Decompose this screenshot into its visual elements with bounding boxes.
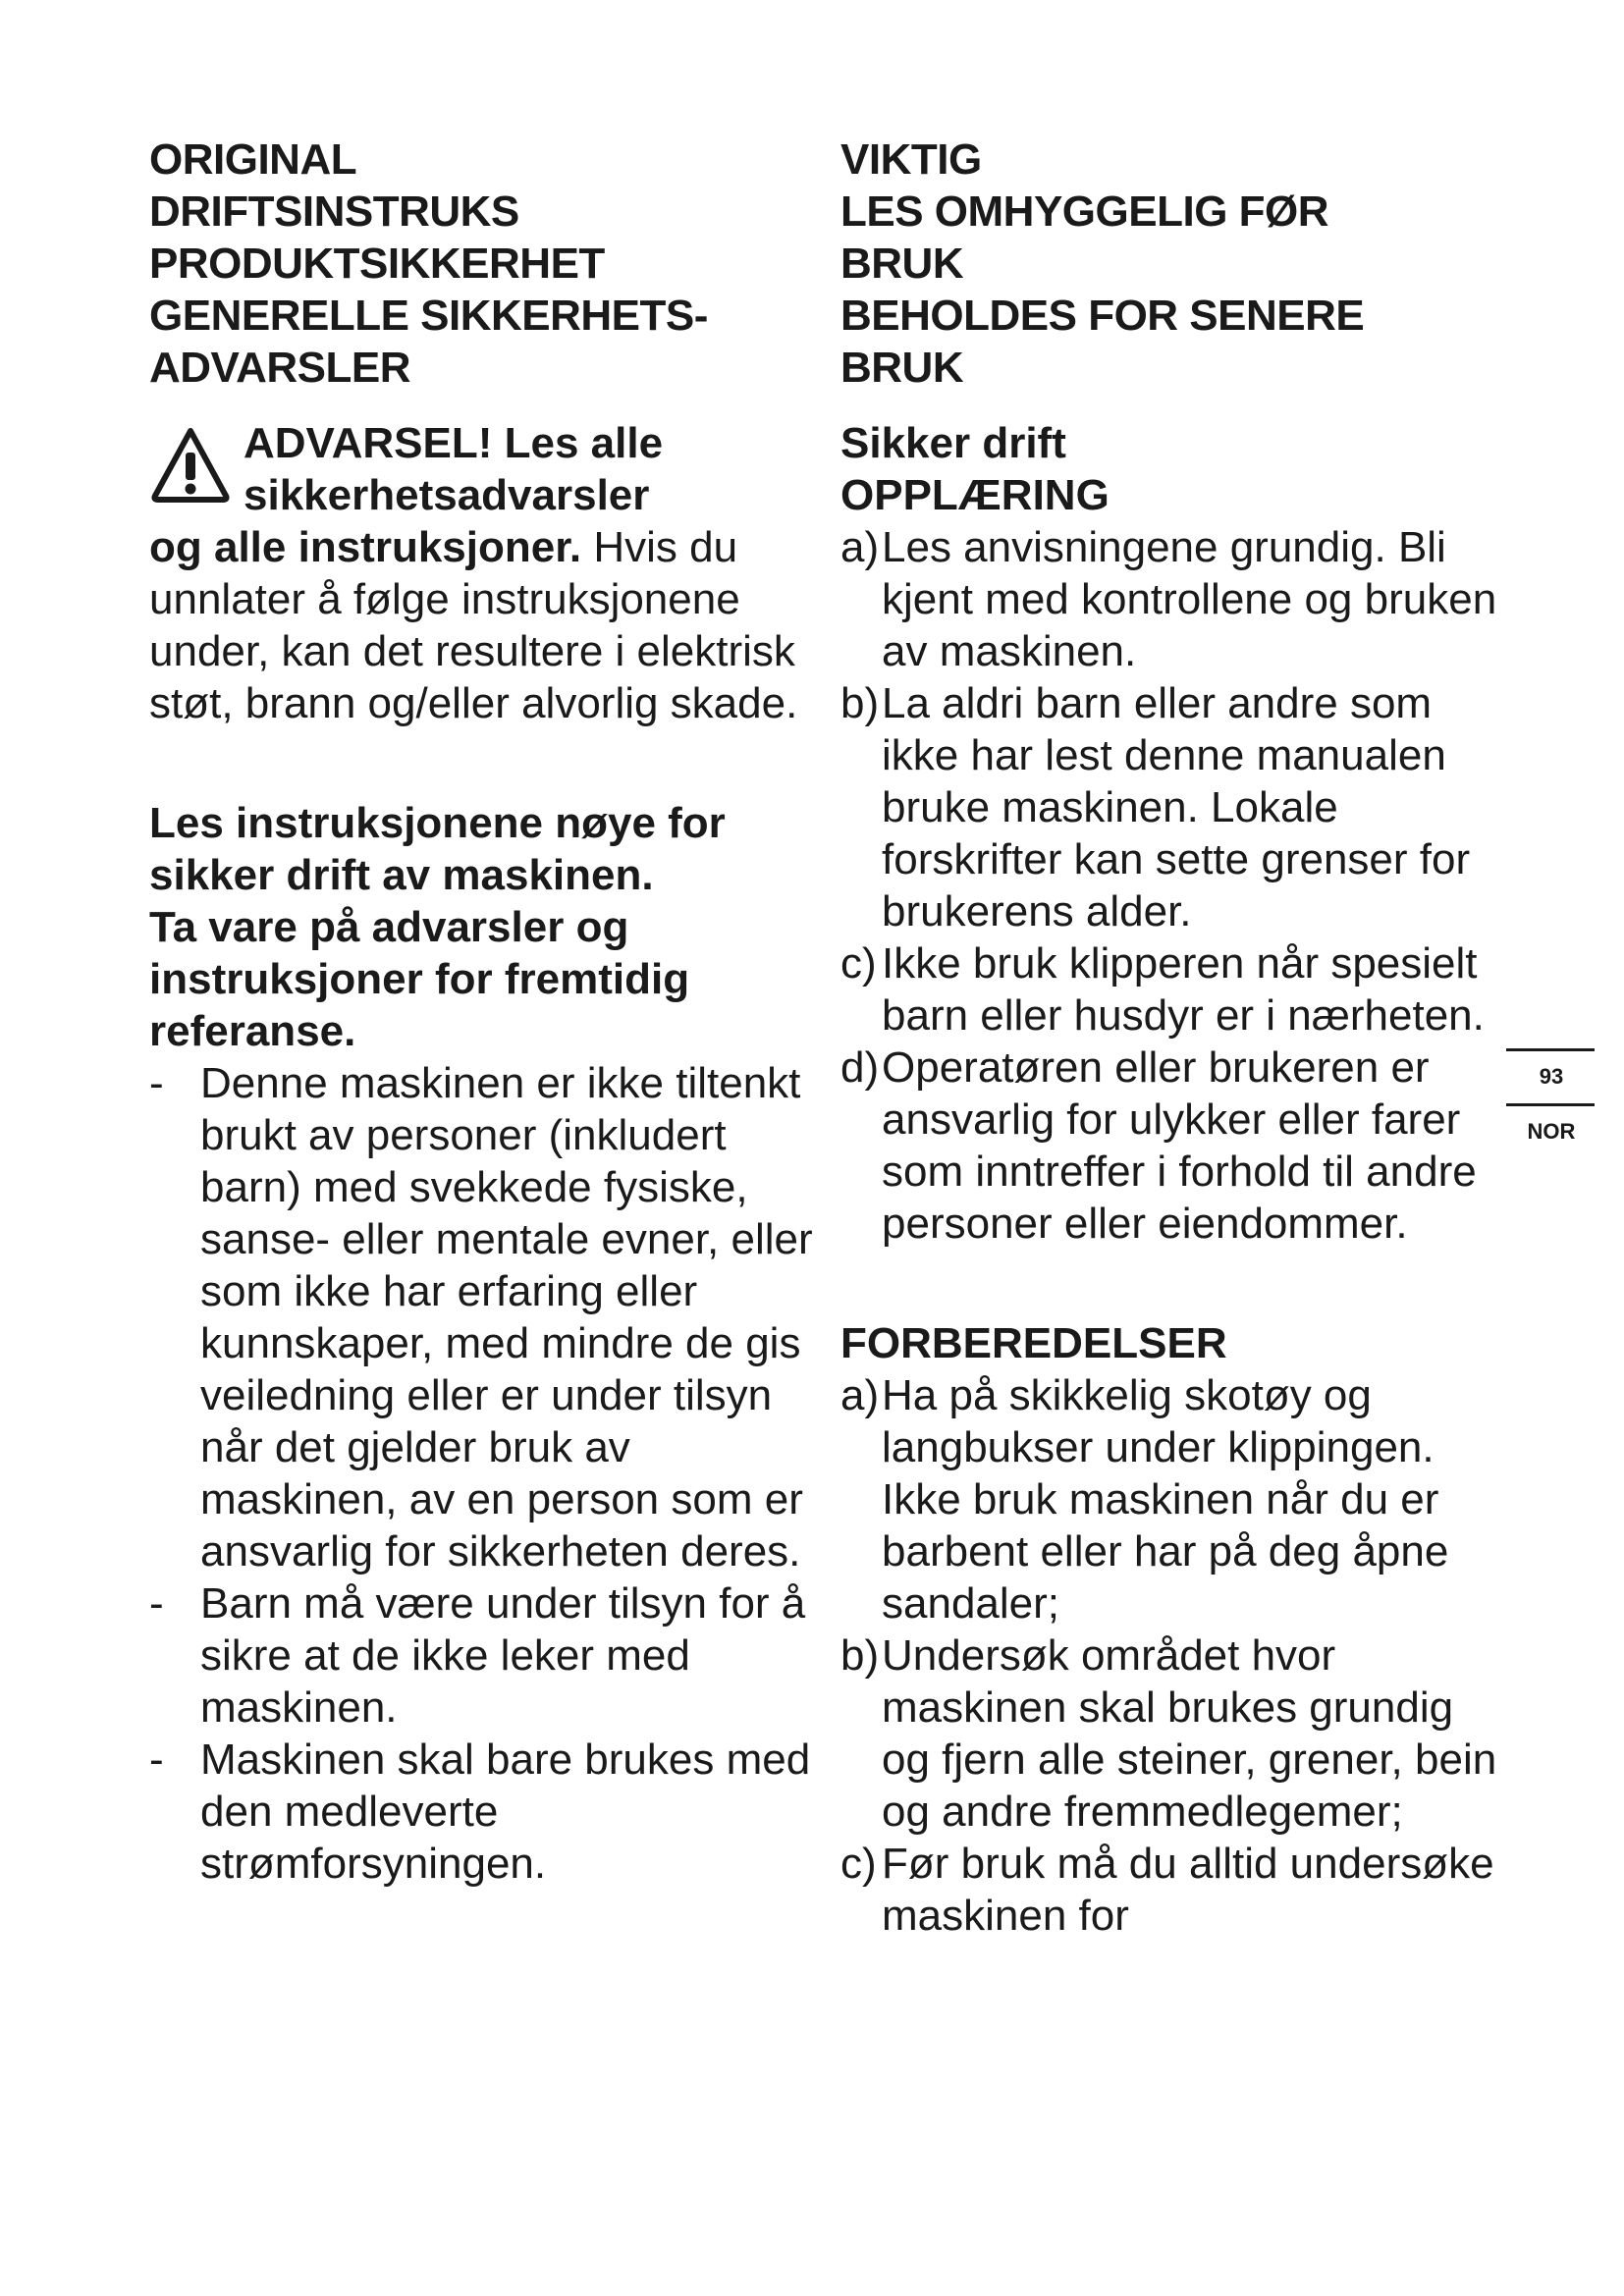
right-title-line: VIKTIG [840,135,982,184]
list-item [840,677,1508,937]
left-title-line: ORIGINAL [149,135,357,184]
language-tab: NOR [1527,1119,1576,1144]
page-number: 93 [1539,1064,1564,1089]
list-item [840,1041,1508,1250]
list-item: - Barn må være under tilsyn for å sikre at de ikke leker med maskinen. [149,1577,817,1734]
left-title-line: GENERELLE SIKKERHETS- [149,292,708,340]
list-item [840,1838,1508,1942]
list-item-text: Ikke bruk klipperen når spesielt barn eller husdyr er i nærheten. [882,939,1485,1040]
list-item-label: a) [840,523,880,571]
list-item: - Denne maskinen er ikke tiltenkt brukt av personer (inkludert barn) med svekkede fysiske, sanse- eller mentale evner, eller som ikke har erfaring eller kunnskaper, med mindre de gis veiledning eller er under tilsyn når det gjelder bruk av maskinen, av en person som er ansvarlig for sikkerheten deres. [149,1057,817,1577]
list-item [840,937,1508,1041]
right-column [840,133,1508,1942]
list-item [840,1629,1508,1838]
side-divider-bottom [1506,1103,1595,1106]
list-item-label: c) [840,939,877,988]
left-title-line: ADVARSLER [149,344,411,392]
right-title [840,133,1508,394]
list-item-text: Operatøren eller brukeren er ansvarlig for ulykker eller farer som inntreffer i forhold til andre personer eller eiendommer. [882,1043,1477,1248]
list-item-label: d) [840,1043,880,1092]
left-title-line: PRODUKTSIKKERHET [149,240,605,288]
warning-paragraph [149,521,817,729]
read-instructions: Les instruksjonene nøye for sikker drift av maskinen. [149,799,726,899]
list-item-text: Les anvisningene grundig. Bli kjent med kontrollene og bruken av maskinen. [882,523,1497,675]
general-warning [149,417,817,729]
list-item-text: Denne maskinen er ikke tiltenkt brukt av personer (inkludert barn) med svekkede fysiske, sanse- eller mentale evner, eller som ikke har erfaring eller kunnskaper, med mindre de gis veiledning eller er under tilsyn når det gjelder bruk av maskinen, av en person som er ansvarlig for sikkerheten deres. [200,1059,813,1575]
right-title-line: BRUK [840,344,964,392]
left-title [149,133,817,394]
list-item [840,1369,1508,1629]
list-item-label: a) [840,1371,880,1419]
sikker-drift-heading: Sikker drift [840,419,1066,467]
warning-heading-line2: sikkerhetsadvarsler [244,471,650,519]
list-item-text: La aldri barn eller andre som ikke har lest denne manualen bruke maskinen. Lokale forskrifter kan sette grenser for brukerens alder. [882,679,1471,935]
warning-heading-line1: ADVARSEL! Les alle [244,419,664,467]
list-item-text: Ha på skikkelig skotøy og langbukser under klippingen. Ikke bruk maskinen når du er barbent eller har på deg åpne sandaler; [882,1371,1449,1628]
right-title-line: BEHOLDES FOR SENERE [840,292,1365,340]
list-item: - Maskinen skal bare brukes med den medleverte strømforsyningen. [149,1734,817,1890]
keep-warnings: Ta vare på advarsler og instruksjoner for fremtidig referanse. [149,903,690,1055]
list-item-label: c) [840,1840,877,1888]
left-title-line: DRIFTSINSTRUKS [149,187,519,236]
warning-body-text: Hvis du unnlater å følge instruksjonene under, kan det resultere i elektrisk støt, brann og/eller alvorlig skade. [149,523,798,727]
forberedelser-heading: FORBEREDELSER [840,1319,1227,1367]
list-item-label: b) [840,679,880,727]
side-divider-top [1506,1048,1595,1051]
right-title-line: LES OMHYGGELIG FØR [840,187,1329,236]
list-item-label: b) [840,1631,880,1680]
opplaering-heading: OPPLÆRING [840,471,1110,519]
list-item-text: Barn må være under tilsyn for å sikre at de ikke leker med maskinen. [200,1579,806,1732]
right-title-line: BRUK [840,240,964,288]
list-item [840,521,1508,677]
warning-bold-text: og alle instruksjoner. [149,523,582,571]
list-item-text: Før bruk må du alltid undersøke maskinen for [882,1840,1494,1940]
list-item-text: Maskinen skal bare brukes med den medleverte strømforsyningen. [200,1735,811,1888]
warning-triangle-icon [149,423,232,506]
list-item-text: Undersøk området hvor maskinen skal brukes grundig og fjern alle steiner, grener, bein og andre fremmedlegemer; [882,1631,1497,1836]
left-column [149,133,817,1890]
